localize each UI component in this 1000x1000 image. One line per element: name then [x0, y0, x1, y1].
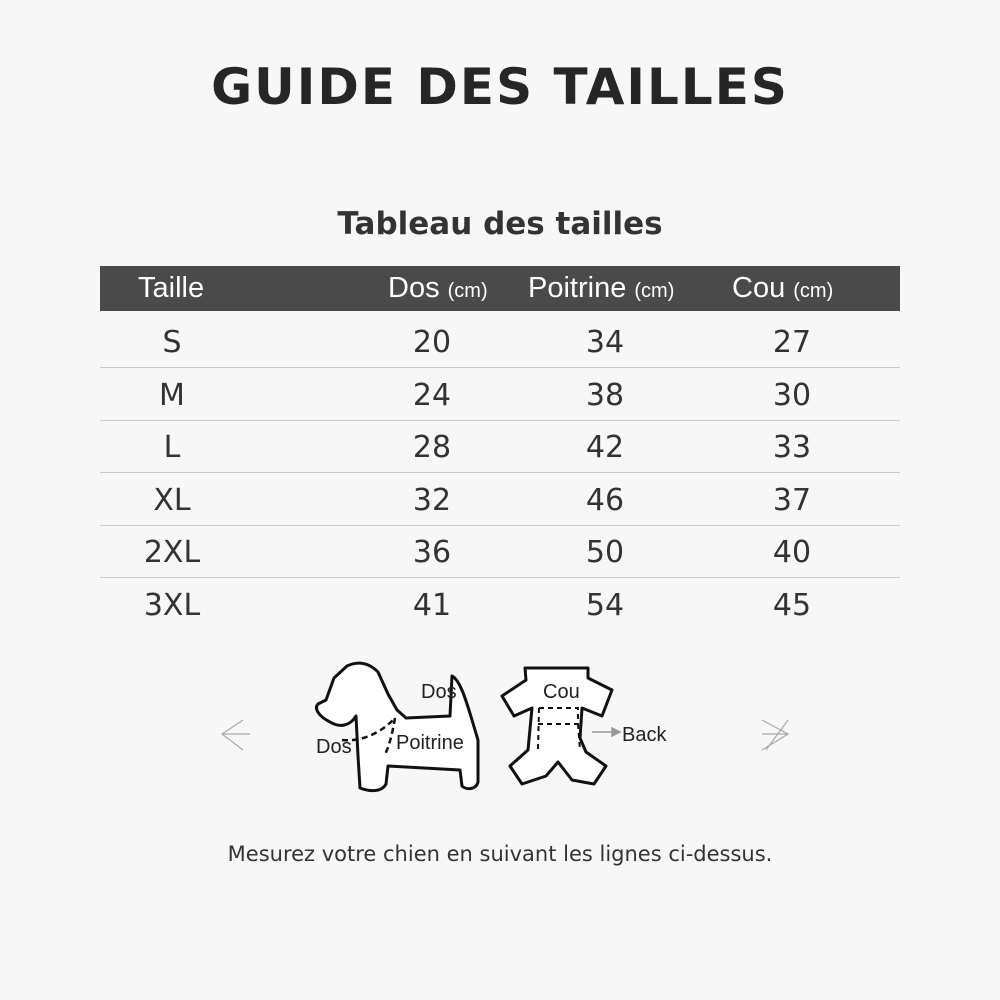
cell-size: 2XL [143, 535, 201, 570]
cell-dos: 28 [412, 430, 452, 465]
table-title: Tableau des tailles [337, 206, 663, 242]
cell-cou: 45 [772, 587, 812, 623]
header-label: Dos [388, 272, 440, 304]
header-poitrine [528, 272, 674, 305]
dog-label-dos-top: Dos [421, 681, 457, 703]
dog-label-dos-left: Dos [316, 736, 352, 758]
cell-poitrine: 54 [585, 587, 625, 623]
cell-size: M [159, 377, 185, 413]
cell-poitrine: 50 [585, 535, 625, 570]
garment-label-cou: Cou [543, 681, 580, 703]
cell-size: XL [153, 482, 191, 518]
cell-cou: 37 [772, 482, 812, 518]
cell-cou: 33 [772, 430, 812, 465]
table-row [100, 473, 900, 526]
cell-dos: 41 [412, 587, 452, 623]
table-row [100, 525, 900, 578]
header-taille [138, 272, 204, 305]
caption: Mesurez votre chien en suivant les lignes ci-dessus. [227, 842, 773, 866]
cell-cou: 27 [772, 325, 812, 360]
cell-poitrine: 38 [585, 377, 625, 413]
cell-cou: 30 [772, 377, 812, 413]
cell-size: S [162, 325, 182, 360]
cell-dos: 32 [412, 482, 452, 518]
page-title: GUIDE DES TAILLES [211, 58, 789, 116]
cell-cou: 40 [772, 535, 812, 570]
right-arrow-icon [762, 720, 788, 750]
back-arrow-icon [592, 728, 620, 736]
header-unit: (cm) [447, 280, 488, 302]
cell-size: 3XL [143, 587, 201, 623]
table-row [100, 420, 900, 473]
header-dos [388, 272, 488, 305]
garment-label-back: Back [622, 724, 667, 746]
cell-poitrine: 46 [585, 482, 625, 518]
cell-dos: 36 [412, 535, 452, 570]
table-row [100, 315, 900, 368]
header-label: Cou [732, 272, 786, 304]
cell-size: L [163, 430, 181, 465]
header-label: Poitrine [528, 272, 627, 304]
table-header [100, 266, 900, 311]
measurement-diagram [210, 650, 800, 810]
dog-label-poitrine: Poitrine [396, 732, 464, 754]
cell-poitrine: 42 [585, 430, 625, 465]
cell-poitrine: 34 [585, 325, 625, 360]
header-unit: (cm) [793, 280, 834, 302]
cell-dos: 24 [412, 377, 452, 413]
header-unit: (cm) [634, 280, 675, 302]
cell-dos: 20 [412, 325, 452, 360]
left-arrow-icon [222, 720, 250, 750]
header-label: Taille [138, 272, 205, 304]
header-cou [732, 272, 833, 305]
table-row [100, 368, 900, 421]
table-row [100, 578, 900, 630]
